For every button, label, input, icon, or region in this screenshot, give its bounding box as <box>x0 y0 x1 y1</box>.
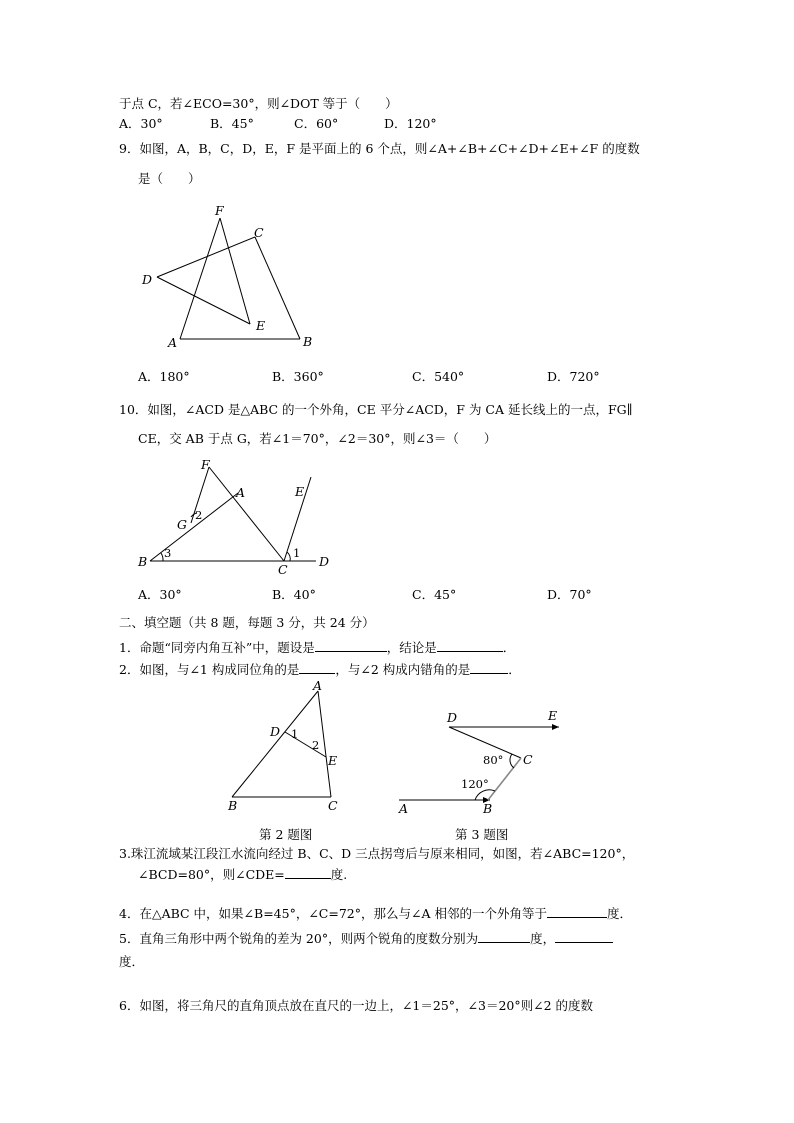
q10-option-a[interactable]: A．30° <box>138 587 182 602</box>
fill-q4-text-b: 度． <box>606 906 632 921</box>
fill-q3-blank[interactable] <box>285 866 331 879</box>
fig3-figure <box>395 700 570 818</box>
q10-label-a: A <box>236 485 246 500</box>
q9-label-c: C <box>254 225 264 240</box>
q10-label-f: F <box>201 457 210 472</box>
fill-q6: 6．如图，将三角尺的直角顶点放在直尺的一边上，∠1＝25°，∠3＝20°则∠2 的度数 <box>119 998 594 1013</box>
q10-label-g: G <box>177 517 187 532</box>
fill-q1-text-b: ，结论是 <box>386 640 437 655</box>
fig3-angle-80: 80° <box>483 753 504 767</box>
q9-figure <box>130 195 330 355</box>
fill-q2-blank-1[interactable] <box>299 661 335 674</box>
q9-label-e: E <box>256 318 266 333</box>
q9-label-b: B <box>303 334 313 349</box>
q9-line-cd <box>157 237 255 277</box>
fig3-label-e: E <box>548 708 558 723</box>
q9-option-d[interactable]: D．720° <box>547 369 600 384</box>
fig3-caption: 第 3 题图 <box>455 827 509 842</box>
q9-option-c[interactable]: C．540° <box>412 369 465 384</box>
fig2-label-a: A <box>313 678 323 693</box>
q10-label-e: E <box>295 484 305 499</box>
fill-q2-text-b: ，与∠2 构成内错角的是 <box>335 662 471 677</box>
fill-q4 <box>119 905 632 922</box>
fig3-label-a: A <box>399 801 409 816</box>
q8-option-b[interactable]: B．45° <box>210 116 254 131</box>
q9-line-de <box>157 277 250 324</box>
fig3-label-b: B <box>483 801 493 816</box>
fig3-angle-80-arc <box>510 754 514 768</box>
q10-angle-1: 1 <box>293 546 301 560</box>
fig3-angle-120: 120° <box>461 777 489 791</box>
fig2-angle-2: 2 <box>312 738 320 752</box>
fill-q1-text-c: ． <box>502 640 516 655</box>
q10-stem-line2: CE，交 AB 于点 G，若∠1＝70°，∠2＝30°，则∠3＝（ ） <box>138 431 497 446</box>
fill-q5-blank-1[interactable] <box>478 930 530 943</box>
fill-q5-blank-2[interactable] <box>555 930 613 943</box>
fill-q3-line1: 3.珠江流域某江段江水流向经过 B、C、D 三点拐弯后与原来相同，如图，若∠ABC=120°， <box>119 846 635 861</box>
fig2-label-e: E <box>328 753 338 768</box>
fig2-label-b: B <box>228 798 238 813</box>
fill-q3-line2 <box>138 866 347 883</box>
fill-q1-text-a: 1．命题“同旁内角互补”中，题设是 <box>119 640 315 655</box>
q8-option-d[interactable]: D．120° <box>384 116 437 131</box>
fig2-angle-1: 1 <box>291 727 299 741</box>
fill-q2-blank-2[interactable] <box>470 661 508 674</box>
fill-q3-text-a: ∠BCD=80°，则∠CDE= <box>138 867 285 882</box>
fig2-label-d: D <box>270 724 281 739</box>
fig2-caption: 第 2 题图 <box>259 827 313 842</box>
fill-q2-text-a: 2．如图，与∠1 构成同位角的是 <box>119 662 300 677</box>
q10-angle-3-arc <box>161 553 163 561</box>
q9-line-fa <box>180 218 220 339</box>
fill-q5-tail: 度． <box>119 954 145 969</box>
fig3-label-d: D <box>447 710 458 725</box>
fill-q5 <box>119 930 613 947</box>
q10-option-d[interactable]: D．70° <box>547 587 592 602</box>
q10-label-b: B <box>138 554 148 569</box>
fill-q3-text-b: 度. <box>330 867 348 882</box>
fill-q1-blank-conclusion[interactable] <box>437 639 503 652</box>
q8-option-c[interactable]: C．60° <box>294 116 339 131</box>
q9-label-f: F <box>215 203 224 218</box>
fig3-label-c: C <box>523 752 533 767</box>
q9-line-fe <box>220 218 250 324</box>
q10-angle-3: 3 <box>164 546 172 560</box>
q8-stem-tail: 于点 C，若∠ECO=30°，则∠DOT 等于（ ） <box>119 96 398 111</box>
q10-label-d: D <box>319 554 330 569</box>
q10-angle-1-arc <box>287 552 290 561</box>
q9-stem-line1: 9．如图，A，B，C，D，E，F 是平面上的 6 个点，则∠A+∠B+∠C+∠D+∠E+∠F 的度数 <box>119 141 640 156</box>
section-title: 二、填空题（共 8 题，每题 3 分，共 24 分） <box>119 615 375 630</box>
q10-figure <box>130 455 340 580</box>
q10-option-b[interactable]: B．40° <box>272 587 316 602</box>
q9-option-b[interactable]: B．360° <box>272 369 324 384</box>
q10-stem-line1: 10．如图，∠ACD 是△ABC 的一个外角，CE 平分∠ACD，F 为 CA 延长线上的一点，FG∥ <box>119 402 633 417</box>
q9-option-a[interactable]: A．180° <box>138 369 190 384</box>
fig2-label-c: C <box>328 798 338 813</box>
q10-label-c: C <box>278 562 288 577</box>
q8-option-a[interactable]: A．30° <box>119 116 163 131</box>
q9-label-a: A <box>168 335 178 350</box>
fill-q5-text-b: 度， <box>530 931 556 946</box>
fill-q4-text-a: 4．在△ABC 中，如果∠B=45°，∠C=72°，那么与∠A 相邻的一个外角等于 <box>119 906 547 921</box>
fill-q5-text-a: 5．直角三角形中两个锐角的差为 20°，则两个锐角的度数分别为 <box>119 931 479 946</box>
fill-q1-blank-premise[interactable] <box>315 639 387 652</box>
q10-line-fc <box>209 467 284 561</box>
fill-q4-blank[interactable] <box>547 905 607 918</box>
q10-option-c[interactable]: C．45° <box>412 587 457 602</box>
fig2-figure <box>220 676 350 816</box>
fill-q1 <box>119 639 515 656</box>
q10-angle-2: 2 <box>195 508 203 522</box>
fig2-line-ac <box>318 691 331 797</box>
fill-q2-text-c: ． <box>508 662 521 677</box>
q9-stem-line2: 是（ ） <box>138 171 201 186</box>
q9-label-d: D <box>142 272 153 287</box>
